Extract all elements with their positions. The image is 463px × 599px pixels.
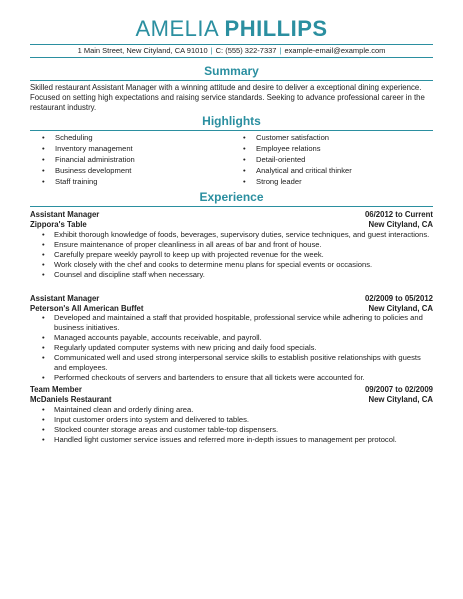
job-company: Zippora's Table [30,220,87,229]
job-dates: 06/2012 to Current [364,210,433,219]
list-item: • Handled light customer service issues and referred more in-depth issues to management per protocol. [30,435,435,445]
list-item: • Developed and maintained a staff that provided hospitable, professional service while adhering to policies and business initiatives. [30,313,435,333]
list-item: • Regularly updated computer systems with new pricing and daily food specials. [30,343,435,353]
highlights-heading: Highlights [202,114,261,128]
header-rule-top [30,44,433,45]
job-location: New Cityland, CA [368,395,433,404]
list-item: • Scheduling [42,133,135,144]
job-title: Team Member [30,385,82,394]
last-name: PHILLIPS [224,16,328,41]
list-item: • Employee relations [243,144,352,155]
job-duties-list [30,230,435,280]
list-item: • Managed accounts payable, accounts receivable, and payroll. [30,333,435,343]
job-dates: 02/2009 to 05/2012 [364,294,433,303]
list-item: • Financial administration [42,155,135,166]
job-company: Peterson's All American Buffet [30,304,144,313]
experience-heading: Experience [199,190,264,204]
job-company: McDaniels Restaurant [30,395,112,404]
highlights-right-list [243,133,352,188]
list-item: • Carefully prepare weekly payroll to keep up with projected revenue for the week. [30,250,435,260]
contact-line [0,46,463,56]
experience-rule [30,206,433,207]
list-item: • Ensure maintenance of proper cleanliness in all areas of bar and front of house. [30,240,435,250]
list-item: • Exhibit thorough knowledge of foods, beverages, supervisory duties, service techniques, and guest interactions. [30,230,435,240]
job-location: New Cityland, CA [368,220,433,229]
job-title: Assistant Manager [30,210,100,219]
summary-heading: Summary [204,64,259,78]
job-duties-list [30,405,435,445]
list-item: • Strong leader [243,177,352,188]
list-item: • Business development [42,166,135,177]
candidate-name [0,16,463,42]
email: example-email@example.com [284,46,386,55]
highlights-rule [30,130,433,131]
address: 1 Main Street, New Cityland, CA 91010 [77,46,208,55]
contact-separator: | [279,46,282,55]
list-item: • Customer satisfaction [243,133,352,144]
list-item: • Stocked counter storage areas and customer table-top dispensers. [30,425,435,435]
job-title: Assistant Manager [30,294,100,303]
highlights-left-list [42,133,135,188]
job-dates: 09/2007 to 02/2009 [364,385,433,394]
list-item: • Detail-oriented [243,155,352,166]
job-duties-list [30,313,435,383]
list-item: • Analytical and critical thinker [243,166,352,177]
header-rule-bottom [30,57,433,58]
list-item: • Maintained clean and orderly dining area. [30,405,435,415]
contact-separator: | [210,46,213,55]
list-item: • Staff training [42,177,135,188]
cell-phone: C: (555) 322-7337 [215,46,277,55]
list-item: • Performed checkouts of servers and bartenders to ensure that all tickets were accounted for. [30,373,435,383]
summary-text: Skilled restaurant Assistant Manager with a winning attitude and desire to deliver a exceptional dining experience. Focused on setting high expectations and raising service standards. Seeking to advance professional career in the restaurant industry. [30,83,425,112]
list-item: • Work closely with the chef and cooks to determine menu plans for special events or occasions. [30,260,435,270]
first-name: AMELIA [135,16,218,41]
list-item: • Inventory management [42,144,135,155]
summary-rule [30,80,433,81]
job-location: New Cityland, CA [368,304,433,313]
list-item: • Counsel and discipline staff when necessary. [30,270,435,280]
list-item: • Communicated well and used strong interpersonal service skills to establish positive relationships with guests and employees. [30,353,435,373]
list-item: • Input customer orders into system and delivered to tables. [30,415,435,425]
